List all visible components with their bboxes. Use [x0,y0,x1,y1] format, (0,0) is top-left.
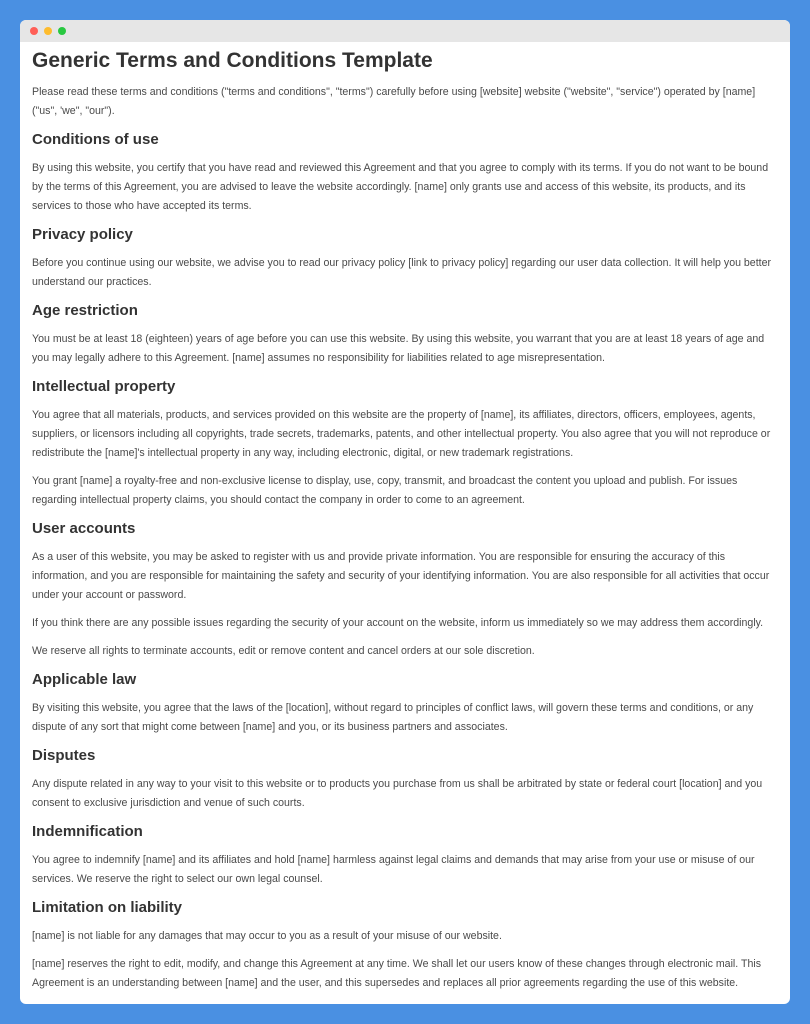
section-heading-privacy-policy: Privacy policy [32,226,133,243]
section-heading-applicable-law: Applicable law [32,671,137,688]
section-paragraph-indemnification: You agree to indemnify [name] and its affiliates and hold [name] harmless against legal claims and demands that may arise from your use or misuse of our services. We reserve the right to select our own legal counsel. [32,854,755,885]
section-heading-indemnification: Indemnification [32,823,143,840]
minimize-window-icon[interactable] [44,27,52,35]
section-paragraph-intellectual-property: You agree that all materials, products, and services provided on this website are the property of [name], its affiliates, directors, officers, employees, agents, suppliers, or licensors including all copyrights, trade secrets, trademarks, patents, and other intellectual property. You also agree that you will not reproduce or redistribute the [name]'s intellectual property in any way, including electronic, digital, or new trademark registrations. [32,409,771,459]
close-window-icon[interactable] [30,27,38,35]
section-heading-conditions-of-use: Conditions of use [32,131,159,148]
section-heading-user-accounts: User accounts [32,520,136,537]
section-paragraph-applicable-law: By visiting this website, you agree that the laws of the [location], without regard to principles of conflict laws, will govern these terms and conditions, or any dispute of any sort that might come between [name] and you, or its business partners and associates. [32,702,754,733]
page-title: Generic Terms and Conditions Template [32,49,433,72]
section-paragraph-disputes: Any dispute related in any way to your visit to this website or to products you purchase from us shall be arbitrated by state or federal court [location] and you consent to exclusive jurisdiction and venue of such courts. [32,778,763,809]
section-heading-limitation-on-liability: Limitation on liability [32,899,182,916]
section-paragraph-user-accounts: As a user of this website, you may be asked to register with us and provide private information. You are responsible for ensuring the accuracy of this information, and you are responsible for maintaining the safety and security of your identifying information. You are also responsible for all activities that occur under your account or password. [32,551,770,601]
section-paragraph-limitation-on-liability: [name] reserves the right to edit, modify, and change this Agreement at any time. We shall let our users know of these changes through electronic mail. This Agreement is an understanding between [name] and the user, and this supersedes and replaces all prior agreements regarding the use of this website. [32,958,761,989]
section-paragraph-privacy-policy: Before you continue using our website, we advise you to read our privacy policy [link to privacy policy] regarding our user data collection. It will help you better understand our practices. [32,257,772,288]
section-heading-disputes: Disputes [32,747,96,764]
section-paragraph-conditions-of-use: By using this website, you certify that you have read and reviewed this Agreement and that you agree to comply with its terms. If you do not want to be bound by the terms of this Agreement, you are advised to leave the website accordingly. [name] only grants use and access of this website, its products, and its services to those who have accepted its terms. [32,162,769,212]
section-heading-age-restriction: Age restriction [32,302,138,319]
section-paragraph-intellectual-property: You grant [name] a royalty-free and non-exclusive license to display, use, copy, transmit, and broadcast the content you upload and publish. For issues regarding intellectual property claims, you should contact the company in order to come to an agreement. [32,475,738,506]
window-titlebar [20,20,790,42]
maximize-window-icon[interactable] [58,27,66,35]
sections-container [32,130,778,993]
section-paragraph-user-accounts: If you think there are any possible issues regarding the security of your account on the website, inform us immediately so we may address them accordingly. [32,617,764,629]
document-body [20,42,790,993]
section-heading-intellectual-property: Intellectual property [32,378,176,395]
section-paragraph-limitation-on-liability: [name] is not liable for any damages that may occur to you as a result of your misuse of our website. [32,930,502,942]
intro-paragraph: Please read these terms and conditions ("terms and conditions", "terms") carefully before using [website] website ("website", "service") operated by [name] ("us", 'we", "our"). [32,86,756,117]
document-window [20,20,790,1004]
section-paragraph-age-restriction: You must be at least 18 (eighteen) years of age before you can use this website. By using this website, you warrant that you are at least 18 years of age and you may legally adhere to this Agreement. [name] assumes no responsibility for liabilities related to age misrepresentation. [32,333,765,364]
section-paragraph-user-accounts: We reserve all rights to terminate accounts, edit or remove content and cancel orders at our sole discretion. [32,645,535,657]
